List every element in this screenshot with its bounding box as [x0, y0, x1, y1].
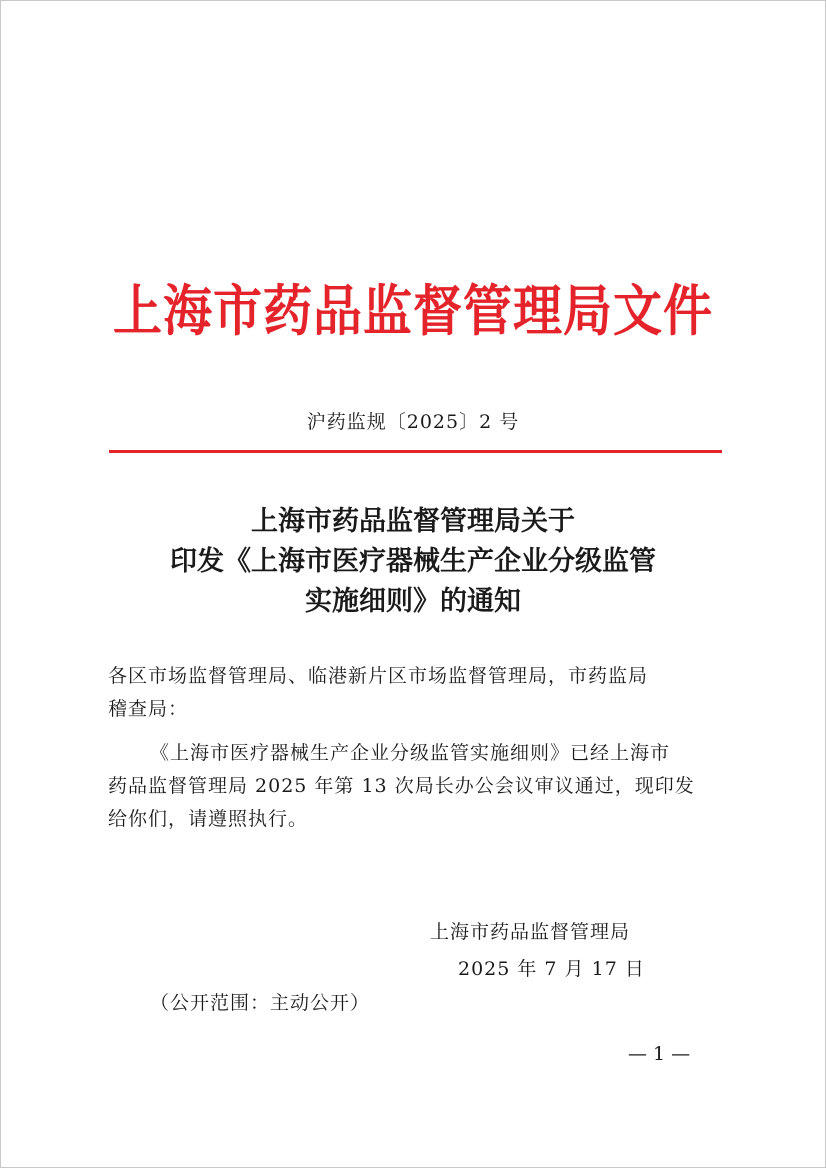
document-header-title: 上海市药品监督管理局文件 — [112, 279, 713, 344]
paragraph-line: 药品监督管理局 2025 年第 13 次局长办公会议审议通过，现印发 — [108, 775, 695, 797]
signature-date: 2025 年 7 月 17 日 — [458, 958, 645, 980]
page-number: — 1 — — [628, 1043, 691, 1065]
disclosure-scope: （公开范围：主动公开） — [150, 992, 371, 1014]
salutation-line: 各区市场监督管理局、临港新片区市场监督管理局，市药监局 — [108, 665, 649, 687]
document-number: 沪药监规〔2025〕2 号 — [306, 411, 520, 433]
paragraph-line: 《上海市医疗器械生产企业分级监管实施细则》已经上海市 — [150, 742, 671, 764]
notice-title-line: 印发《上海市医疗器械生产企业分级监管 — [170, 546, 656, 577]
red-divider-line — [109, 450, 722, 453]
paragraph-line: 给你们，请遵照执行。 — [108, 808, 309, 830]
salutation-line: 稽查局： — [108, 698, 189, 720]
notice-title-line: 实施细则》的通知 — [305, 586, 521, 617]
notice-title-line: 上海市药品监督管理局关于 — [251, 506, 575, 537]
signature-organization: 上海市药品监督管理局 — [430, 921, 631, 943]
notice-title — [0, 502, 826, 622]
salutation — [108, 660, 728, 726]
body-paragraph — [108, 737, 728, 836]
